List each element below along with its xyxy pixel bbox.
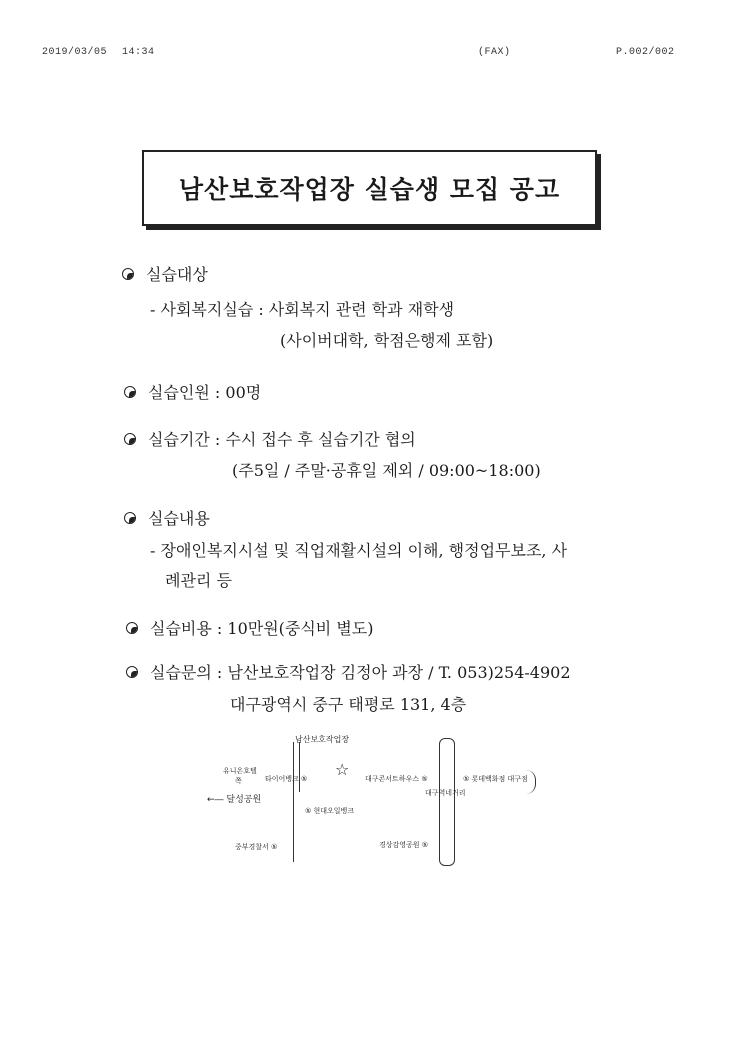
bullet-icon [126,622,138,634]
map-hyundai-oilbank: ⑤ 현대오일뱅크 [305,807,355,815]
fax-source: (FAX) [478,47,511,58]
fax-page: P.002/002 [616,47,675,58]
map-union-hotel: 유니온호텔 [223,767,257,775]
period-text: 실습기간 : 수시 접수 후 실습기간 협의 [148,430,416,449]
headcount-text: 실습인원 : 00명 [148,383,262,402]
fax-time: 14:34 [122,47,155,58]
target-line2: (사이버대학, 학점은행제 포함) [280,331,494,350]
map-dalseong-park: ←― 달성공원 [207,795,262,805]
period-detail: (주5일 / 주말·공휴일 제외 / 09:00~18:00) [232,461,541,480]
map-union-hotel-sub: 쪽 [235,777,242,785]
map-jungbu-police: 중부경찰서 ⑤ [235,843,278,851]
map-destination: 남산보호작업장 [295,735,350,744]
notice-title-box [142,150,597,226]
map-road-left-inner [299,742,301,792]
map-road-left [285,742,294,862]
map-tire-bank: 타이어뱅크 ⑤ [265,775,308,783]
notice-title: 남산보호작업장 실습생 모집 공고 [178,175,561,204]
cost-text: 실습비용 : 10만원(중식비 별도) [150,619,374,638]
location-map [195,732,555,872]
map-daegu-station: 대구역네거리 [425,789,466,797]
bullet-icon [124,386,136,398]
content-label: 실습내용 [148,509,210,528]
bullet-icon [126,666,138,678]
bullet-icon [122,268,134,280]
content-line2: 례관리 등 [165,571,232,590]
map-concert-house: 대구콘서트하우스 ⑤ [365,775,428,783]
content-line1: - 장애인복지시설 및 직업재활시설의 이해, 행정업무보조, 사 [150,541,568,560]
contact-address: 대구광역시 중구 태평로 131, 4층 [230,695,467,714]
bullet-icon [124,433,136,445]
target-line1: - 사회복지실습 : 사회복지 관련 학과 재학생 [150,300,455,319]
map-lotte: ⑤ 롯데백화점 대구점 [463,775,528,783]
contact-text: 실습문의 : 남산보호작업장 김정아 과장 / T. 053)254-4902 [150,663,571,682]
map-gyeongsang-park: 경상감영공원 ⑤ [379,841,429,849]
target-label: 실습대상 [146,265,208,284]
map-road-right [439,738,455,866]
star-icon: ☆ [335,760,350,779]
bullet-icon [124,512,136,524]
fax-date: 2019/03/05 [42,47,108,58]
